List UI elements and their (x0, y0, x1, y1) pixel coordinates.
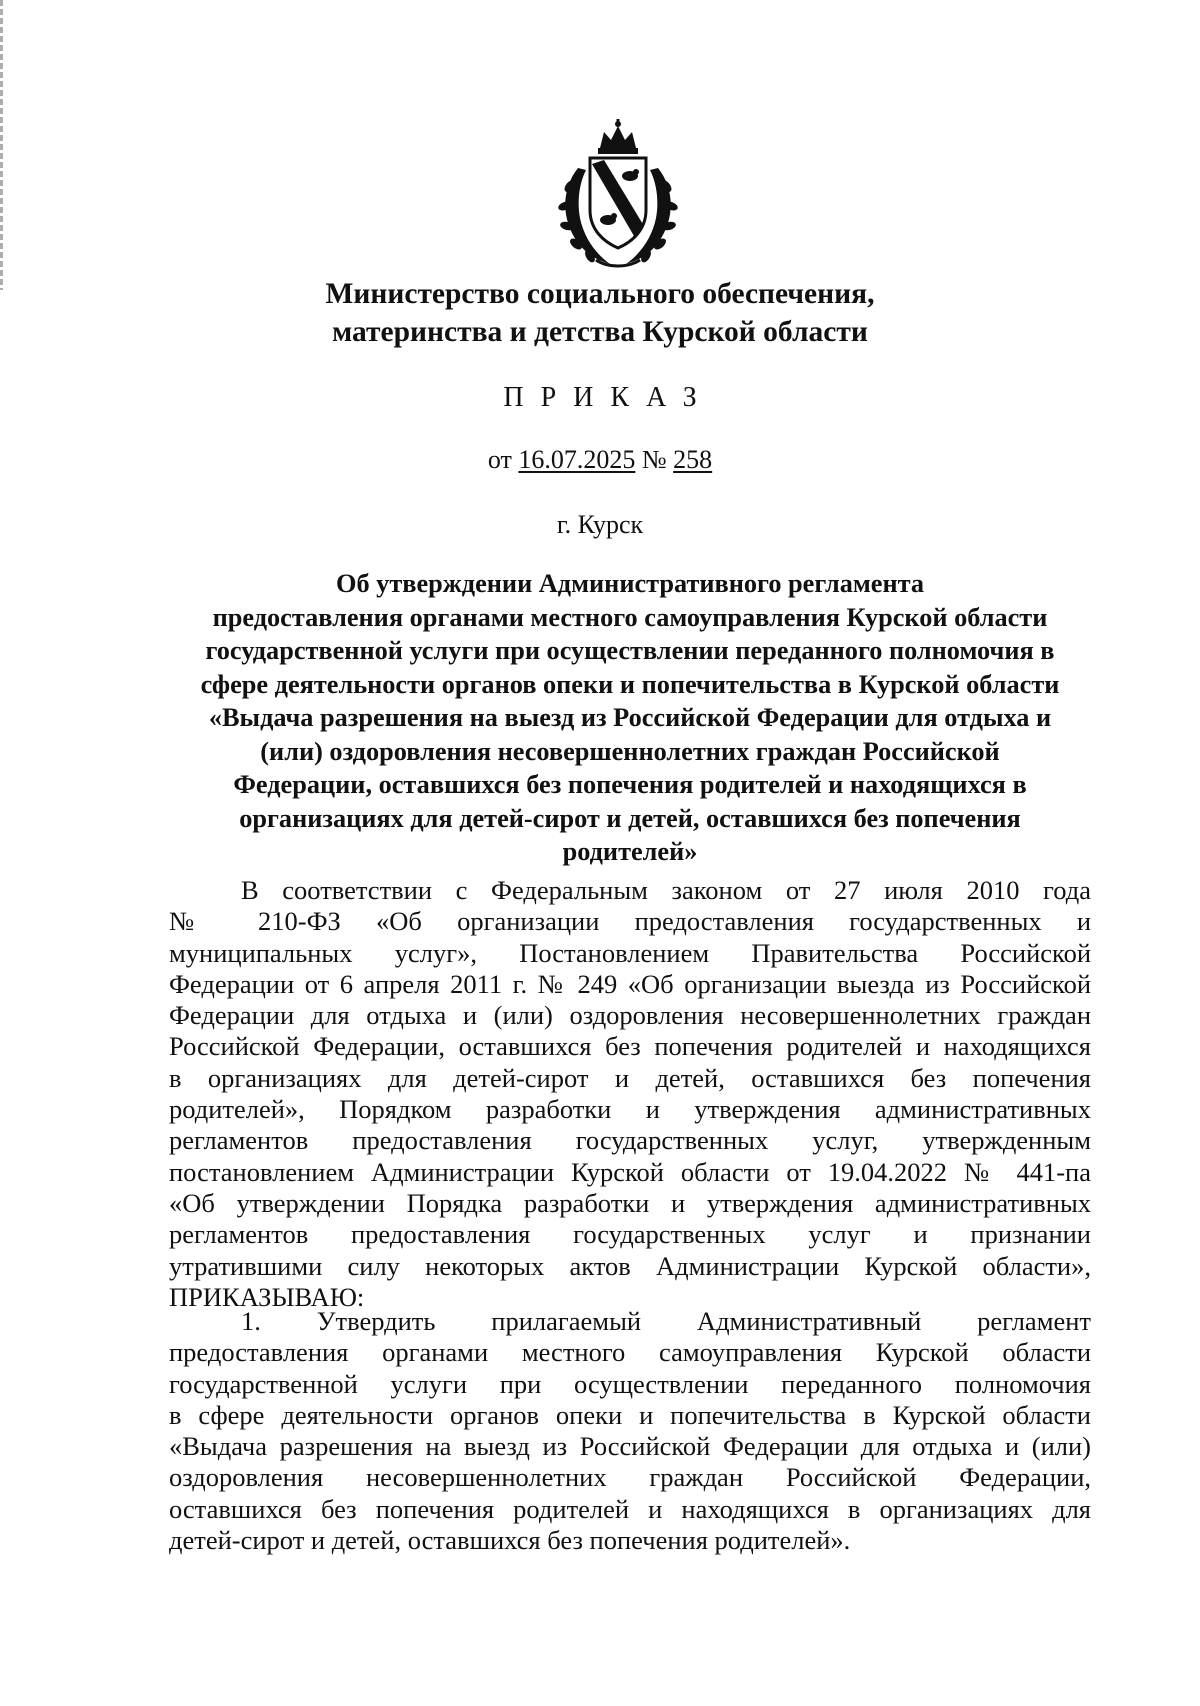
ministry-line-2: материнства и детства Курской области (332, 316, 868, 348)
title-line: Федерации, оставшихся без попечения родителей и находящихся в (233, 770, 1027, 799)
date-prefix: от (487, 445, 512, 474)
coat-of-arms-emblem (548, 118, 688, 268)
preamble-line: утратившими силу некоторых актов Администрации Курской области», (169, 1250, 1091, 1281)
title-line: «Выдача разрешения на выезд из Российской Федерации для отдыха и (208, 703, 1052, 732)
preamble-line: родителей», Порядком разработки и утверждения административных (169, 1094, 1091, 1125)
preamble-line: Российской Федерации, оставшихся без попечения родителей и находящихся (169, 1031, 1091, 1062)
document-title (150, 567, 1110, 869)
item-1-paragraph (169, 1306, 1091, 1556)
date-number-line (0, 445, 1200, 475)
preamble-line: Федерации для отдыха и (или) оздоровления несовершеннолетних граждан (169, 1000, 1091, 1031)
title-line: предоставления органами местного самоуправления Курской области (212, 602, 1048, 632)
item-1-line: в сфере деятельности органов опеки и попечительства в Курской области (169, 1399, 1091, 1430)
city: г. Курск (556, 510, 644, 539)
preamble-line: постановлением Администрации Курской области от 19.04.2022 № 441-па (169, 1156, 1091, 1187)
preamble-line: Федерации от 6 апреля 2011 г. № 249 «Об организации выезда из Российской (169, 968, 1091, 999)
item-1-line: «Выдача разрешения на выезд из Российской Федерации для отдыха и (или) (169, 1431, 1091, 1462)
item-1-line: 1. Утвердить прилагаемый Административный регламент (241, 1306, 1091, 1336)
scan-edge-artifact (0, 0, 3, 290)
preamble-line: в организациях для детей-сирот и детей, оставшихся без попечения (169, 1062, 1091, 1093)
title-line: государственной услуги при осуществлении переданного полномочия в (205, 636, 1055, 665)
crown-icon (598, 119, 638, 154)
preamble-line: «Об утверждении Порядка разработки и утверждения административных (169, 1187, 1091, 1218)
number-sign: № (641, 445, 667, 474)
title-line: (или) оздоровления несовершеннолетних граждан Российской (260, 736, 1000, 766)
item-1-line: государственной услуги при осуществлении переданного полномочия (169, 1368, 1091, 1399)
title-line: Об утверждении Административного регламента (336, 569, 924, 598)
ministry-line-1: Министерство социального обеспечения, (325, 278, 875, 310)
ministry-name (0, 275, 1200, 351)
preamble-line: регламентов предоставления государственных услуг и признании (169, 1219, 1091, 1250)
preamble-line: муниципальных услуг», Постановлением Правительства Российской (169, 937, 1091, 968)
item-1-line: детей-сирот и детей, оставшихся без попечения родителей». (169, 1525, 851, 1556)
preamble-line: регламентов предоставления государственных услуг, утвержденным (169, 1125, 1091, 1156)
title-line: родителей» (562, 837, 698, 866)
title-line: организациях для детей-сирот и детей, оставшихся без попечения (239, 803, 1021, 833)
item-1-line: оздоровления несовершеннолетних граждан Российской Федерации, (169, 1462, 1091, 1493)
preamble-line: В соответствии с Федеральным законом от 27 июля 2010 года (241, 875, 1091, 905)
item-1-line: предоставления органами местного самоуправления Курской области (169, 1337, 1091, 1368)
preamble-paragraph (169, 875, 1091, 1313)
preamble-line: № 210-ФЗ «Об организации предоставления государственных и (169, 906, 1091, 937)
prikazyvayu-line: ПРИКАЗЫВАЮ: (169, 1281, 365, 1312)
item-1-line: оставшихся без попечения родителей и находящихся в организациях для (169, 1493, 1091, 1524)
document-number: 258 (673, 445, 713, 474)
shield-icon (590, 158, 646, 248)
title-line: сфере деятельности органов опеки и попечительства в Курской области (200, 669, 1060, 699)
document-date: 16.07.2025 (518, 445, 636, 474)
document-type: ПРИКАЗ (503, 382, 714, 413)
